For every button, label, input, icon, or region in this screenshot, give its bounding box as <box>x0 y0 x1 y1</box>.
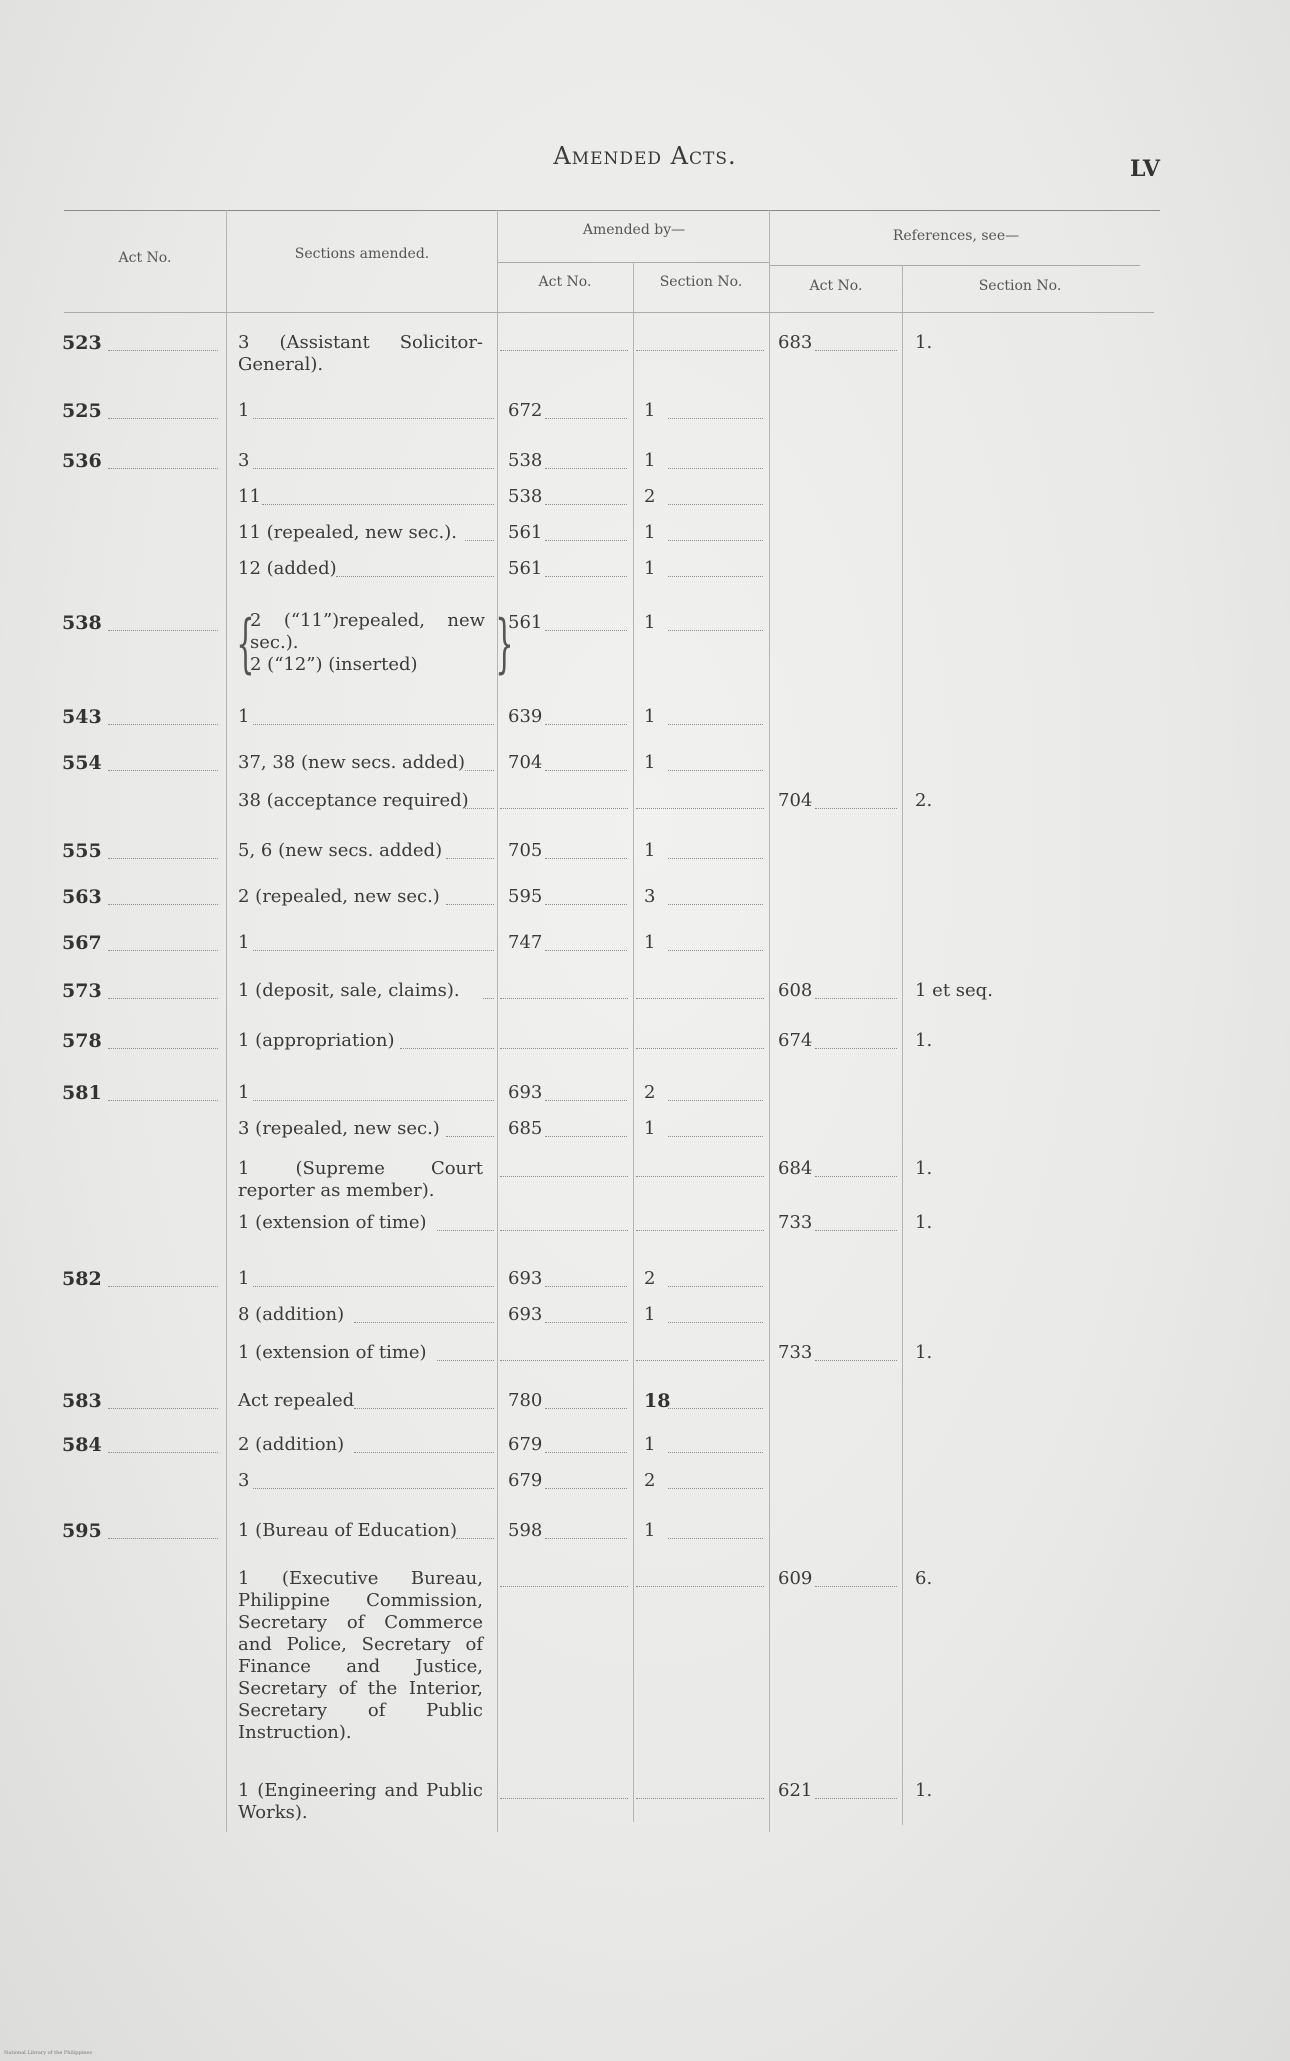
reference-act: 683 <box>778 332 813 353</box>
dot-leader <box>815 350 897 351</box>
dot-leader <box>108 1452 218 1453</box>
dot-leader <box>668 468 763 469</box>
act-number: 543 <box>62 706 102 728</box>
dot-leader <box>500 1798 628 1799</box>
reference-section: 6. <box>915 1568 933 1589</box>
amended-by-section: 1 <box>644 522 656 543</box>
act-number: 525 <box>62 400 102 422</box>
dot-leader <box>668 630 763 631</box>
dot-leader <box>108 350 218 351</box>
amended-by-act: 693 <box>508 1304 543 1325</box>
dot-leader <box>636 1360 764 1361</box>
dot-leader <box>545 576 627 577</box>
dot-leader <box>545 504 627 505</box>
dot-leader <box>545 950 627 951</box>
header-act-no: Act No. <box>118 250 172 266</box>
dot-leader <box>456 1538 494 1539</box>
act-number: 595 <box>62 1520 102 1542</box>
header-references: References, see— <box>892 228 1020 244</box>
amended-by-section: 1 <box>644 612 656 633</box>
dot-leader <box>108 1538 218 1539</box>
section-amended: 1 (Supreme Court reporter as member). <box>238 1158 483 1201</box>
dot-leader <box>668 1408 763 1409</box>
dot-leader <box>108 950 218 951</box>
col-divider-4 <box>769 210 770 1832</box>
amended-by-act: 679 <box>508 1434 543 1455</box>
amended-by-act: 561 <box>508 558 543 579</box>
dot-leader <box>636 808 764 809</box>
section-amended: 1 <box>238 706 250 727</box>
act-number: 583 <box>62 1390 102 1412</box>
dot-leader <box>108 1100 218 1101</box>
section-amended: 3 (repealed, new sec.) <box>238 1118 440 1139</box>
dot-leader <box>668 724 763 725</box>
dot-leader <box>815 1586 897 1587</box>
amended-by-act: 538 <box>508 450 543 471</box>
section-amended: 3 <box>238 1470 250 1491</box>
dot-leader <box>500 1586 628 1587</box>
reference-act: 733 <box>778 1212 813 1233</box>
dot-leader <box>253 724 494 725</box>
dot-leader <box>668 540 763 541</box>
section-amended: 2 (“11”)repealed, new sec.). <box>250 610 485 653</box>
amended-by-section: 2 <box>644 1268 656 1289</box>
section-amended: 1 (Bureau of Education) <box>238 1520 458 1541</box>
act-number: 578 <box>62 1030 102 1052</box>
table-top-rule <box>64 210 1160 211</box>
section-amended: 1 <box>238 932 250 953</box>
amended-by-act: 679 <box>508 1470 543 1491</box>
section-amended: 1 (extension of time) <box>238 1212 427 1233</box>
reference-section: 2. <box>915 790 933 811</box>
header-sections-amended: Sections amended. <box>294 246 430 262</box>
reference-section: 1. <box>915 1158 933 1179</box>
dot-leader <box>668 504 763 505</box>
dot-leader <box>500 1048 628 1049</box>
section-amended: 1 (extension of time) <box>238 1342 427 1363</box>
dot-leader <box>668 1136 763 1137</box>
dot-leader <box>500 1176 628 1177</box>
section-amended: 1 <box>238 1268 250 1289</box>
act-number: 554 <box>62 752 102 774</box>
dot-leader <box>108 998 218 999</box>
dot-leader <box>545 904 627 905</box>
amended-by-act: 538 <box>508 486 543 507</box>
act-number: 523 <box>62 332 102 354</box>
dot-leader <box>545 770 627 771</box>
dot-leader <box>636 998 764 999</box>
amended-by-act: 685 <box>508 1118 543 1139</box>
dot-leader <box>253 1286 494 1287</box>
amended-by-section: 2 <box>644 1082 656 1103</box>
dot-leader <box>636 1798 764 1799</box>
section-amended: 38 (acceptance required) <box>238 790 469 811</box>
section-amended: 11 (repealed, new sec.). <box>238 522 457 543</box>
dot-leader <box>108 904 218 905</box>
section-amended: 1 (Executive Bureau, Philippine Commission, Secretary of Commerce and Police, Secretary of Finance and Justice, Secretary of the Interior, Secretary of Public Instruction). <box>238 1568 483 1743</box>
act-number: 581 <box>62 1082 102 1104</box>
dot-leader <box>108 1286 218 1287</box>
dot-leader <box>668 1322 763 1323</box>
header-bottom-rule <box>64 312 1154 313</box>
dot-leader <box>253 1488 494 1489</box>
dot-leader <box>636 350 764 351</box>
dot-leader <box>354 1452 494 1453</box>
amended-by-section: 1 <box>644 932 656 953</box>
section-amended-second: 2 (“12”) (inserted) <box>250 654 418 675</box>
dot-leader <box>636 1230 764 1231</box>
act-number: 582 <box>62 1268 102 1290</box>
section-amended: 12 (added) <box>238 558 337 579</box>
dot-leader <box>500 1360 628 1361</box>
amended-by-act: 780 <box>508 1390 543 1411</box>
dot-leader <box>545 1136 627 1137</box>
amended-by-section: 1 <box>644 1520 656 1541</box>
act-number: 536 <box>62 450 102 472</box>
dot-leader <box>668 1488 763 1489</box>
dot-leader <box>108 724 218 725</box>
dot-leader <box>545 1100 627 1101</box>
dot-leader <box>668 418 763 419</box>
amended-by-section: 1 <box>644 400 656 421</box>
dot-leader <box>437 1230 494 1231</box>
dot-leader <box>500 998 628 999</box>
dot-leader <box>253 1100 494 1101</box>
dot-leader <box>545 1408 627 1409</box>
dot-leader <box>815 1798 897 1799</box>
dot-leader <box>108 630 218 631</box>
dot-leader <box>108 770 218 771</box>
dot-leader <box>108 418 218 419</box>
amended-by-act: 693 <box>508 1082 543 1103</box>
dot-leader <box>446 858 494 859</box>
dot-leader <box>668 1538 763 1539</box>
section-amended: 3 (Assistant Solicitor-General). <box>238 332 483 375</box>
col-divider-5 <box>902 265 903 1825</box>
reference-section: 1 et seq. <box>915 980 993 1001</box>
section-amended: 37, 38 (new secs. added) <box>238 752 465 773</box>
dot-leader <box>668 1286 763 1287</box>
dot-leader <box>668 904 763 905</box>
right-brace: } <box>495 607 514 681</box>
dot-leader <box>545 468 627 469</box>
amended-by-act: 693 <box>508 1268 543 1289</box>
dot-leader <box>262 504 494 505</box>
dot-leader <box>545 1322 627 1323</box>
section-amended: Act repealed <box>238 1390 355 1411</box>
amended-by-act: 747 <box>508 932 543 953</box>
dot-leader <box>545 858 627 859</box>
amended-by-section: 1 <box>644 1118 656 1139</box>
amended-by-section: 1 <box>644 706 656 727</box>
amended-by-act: 672 <box>508 400 543 421</box>
dot-leader <box>545 1452 627 1453</box>
amended-by-section: 1 <box>644 1304 656 1325</box>
left-brace: { <box>236 607 255 681</box>
subheader-ref-section-no: Section No. <box>978 278 1062 294</box>
reference-section: 1. <box>915 1780 933 1801</box>
dot-leader <box>500 808 628 809</box>
dot-leader <box>465 808 494 809</box>
dot-leader <box>545 1488 627 1489</box>
amended-by-act: 561 <box>508 522 543 543</box>
section-amended: 2 (repealed, new sec.) <box>238 886 440 907</box>
dot-leader <box>545 1286 627 1287</box>
dot-leader <box>545 418 627 419</box>
section-amended: 8 (addition) <box>238 1304 345 1325</box>
section-amended: 1 <box>238 400 250 421</box>
col-divider-1 <box>226 210 227 1832</box>
reference-act: 608 <box>778 980 813 1001</box>
dot-leader <box>668 1100 763 1101</box>
dot-leader <box>500 350 628 351</box>
dot-leader <box>253 418 494 419</box>
reference-section: 1. <box>915 1212 933 1233</box>
amended-by-section: 1 <box>644 752 656 773</box>
section-amended: 5, 6 (new secs. added) <box>238 840 443 861</box>
reference-act: 704 <box>778 790 813 811</box>
reference-act: 733 <box>778 1342 813 1363</box>
dot-leader <box>815 808 897 809</box>
reference-act: 674 <box>778 1030 813 1051</box>
reference-act: 621 <box>778 1780 813 1801</box>
amended-by-act: 704 <box>508 752 543 773</box>
reference-section: 1. <box>915 1030 933 1051</box>
amended-by-act: 639 <box>508 706 543 727</box>
act-number: 573 <box>62 980 102 1002</box>
section-amended: 1 <box>238 1082 250 1103</box>
dot-leader <box>500 1230 628 1231</box>
dot-leader <box>545 724 627 725</box>
dot-leader <box>668 950 763 951</box>
dot-leader <box>668 858 763 859</box>
dot-leader <box>815 998 897 999</box>
dot-leader <box>465 540 494 541</box>
dot-leader <box>636 1176 764 1177</box>
amended-by-act: 705 <box>508 840 543 861</box>
dot-leader <box>815 1230 897 1231</box>
reference-act: 684 <box>778 1158 813 1179</box>
reference-section: 1. <box>915 1342 933 1363</box>
dot-leader <box>354 1322 494 1323</box>
dot-leader <box>636 1048 764 1049</box>
dot-leader <box>545 540 627 541</box>
dot-leader <box>636 1586 764 1587</box>
dot-leader <box>668 1452 763 1453</box>
act-number: 584 <box>62 1434 102 1456</box>
dot-leader <box>437 1360 494 1361</box>
dot-leader <box>545 1538 627 1539</box>
running-title: Amended Acts. <box>553 142 737 170</box>
amended-by-section: 18 <box>644 1390 671 1412</box>
dot-leader <box>815 1360 897 1361</box>
subheader-amended-section-no: Section No. <box>659 274 743 290</box>
amended-by-section: 3 <box>644 886 656 907</box>
header-amended-by: Amended by— <box>582 222 686 238</box>
dot-leader <box>465 770 494 771</box>
subheader-amended-act-no: Act No. <box>538 274 592 290</box>
amended-by-section: 1 <box>644 840 656 861</box>
amended-by-act: 595 <box>508 886 543 907</box>
act-number: 563 <box>62 886 102 908</box>
section-amended: 1 (deposit, sale, claims). <box>238 980 460 1001</box>
amended-by-section: 1 <box>644 450 656 471</box>
dot-leader <box>253 468 494 469</box>
dot-leader <box>108 858 218 859</box>
reference-section: 1. <box>915 332 933 353</box>
section-amended: 3 <box>238 450 250 471</box>
amended-by-act: 561 <box>508 612 543 633</box>
dot-leader <box>354 1408 494 1409</box>
dot-leader <box>815 1176 897 1177</box>
dot-leader <box>668 770 763 771</box>
amended-by-section: 2 <box>644 486 656 507</box>
dot-leader <box>108 1048 218 1049</box>
dot-leader <box>400 1048 494 1049</box>
subheader-ref-act-no: Act No. <box>809 278 863 294</box>
section-amended: 1 (appropriation) <box>238 1030 395 1051</box>
dot-leader <box>446 904 494 905</box>
act-number: 555 <box>62 840 102 862</box>
amended-by-section: 1 <box>644 558 656 579</box>
section-amended: 2 (addition) <box>238 1434 345 1455</box>
dot-leader <box>483 998 494 999</box>
dot-leader <box>815 1048 897 1049</box>
dot-leader <box>108 468 218 469</box>
act-number: 567 <box>62 932 102 954</box>
dot-leader <box>108 1408 218 1409</box>
amended-by-act: 598 <box>508 1520 543 1541</box>
section-amended: 1 (Engineering and Public Works). <box>238 1780 483 1823</box>
col-divider-3 <box>633 262 634 1822</box>
act-number: 538 <box>62 612 102 634</box>
dot-leader <box>668 576 763 577</box>
dot-leader <box>446 1136 494 1137</box>
amended-by-section: 1 <box>644 1434 656 1455</box>
subheader-rule-references <box>770 265 1140 266</box>
dot-leader <box>336 576 494 577</box>
reference-act: 609 <box>778 1568 813 1589</box>
footer-credit: National Library of the Philippines <box>4 2050 93 2056</box>
dot-leader <box>253 950 494 951</box>
col-divider-2 <box>497 210 498 1832</box>
section-amended: 11 <box>238 486 261 507</box>
amended-by-section: 2 <box>644 1470 656 1491</box>
dot-leader <box>545 630 627 631</box>
page-number: LV <box>1130 156 1160 182</box>
